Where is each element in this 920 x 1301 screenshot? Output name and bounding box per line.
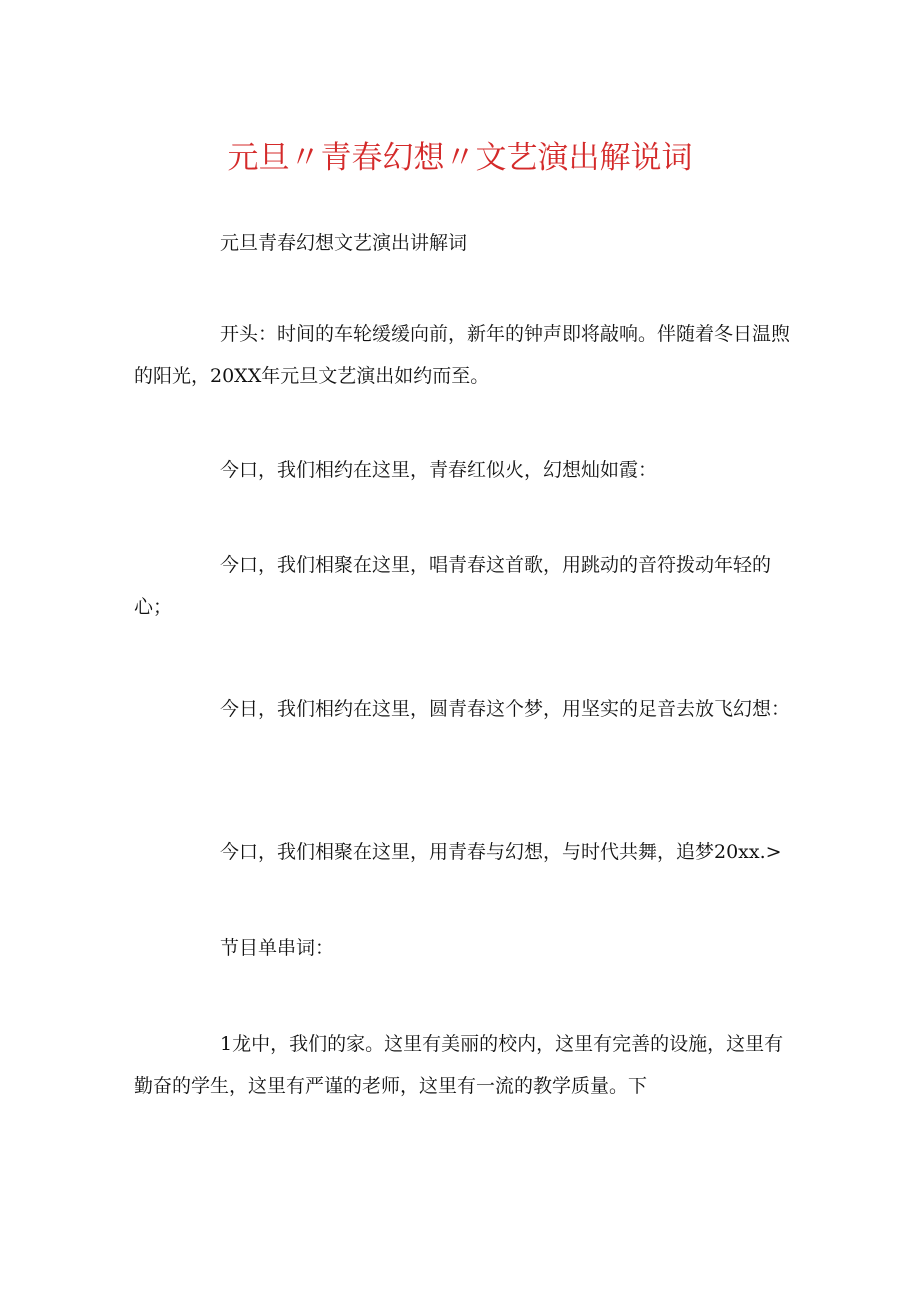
body-paragraph: 今口，我们相约在这里，青春红似火，幻想灿如霞：: [220, 459, 658, 481]
body-paragraph: 今口，我们相聚在这里，用青春与幻想，与时代共舞，追梦20xx.>: [220, 841, 782, 863]
opening-paragraph: 开头：时间的车轮缓缓向前，新年的钟声即将敲响。伴随着冬日温煦的阳光，20XX年元旦文艺演出如约而至。: [134, 323, 791, 387]
subtitle-paragraph: 元旦青春幻想文艺演出讲解词: [220, 232, 468, 254]
body-paragraph: 今日，我们相约在这里，圆青春这个梦，用坚实的足音去放飞幻想：: [220, 698, 791, 720]
program-list-heading: 节目单串词：: [220, 937, 335, 959]
body-paragraph: 1龙中，我们的家。这里有美丽的校内，这里有完善的设施，这里有勤奋的学生，这里有严谨的老师，这里有一流的教学质量。下: [134, 1033, 784, 1097]
body-paragraph: 今口，我们相聚在这里，唱青春这首歌，用跳动的音符拨动年轻的心；: [134, 554, 772, 618]
document-title: 元旦〃青春幻想〃文艺演出解说词: [227, 140, 693, 176]
